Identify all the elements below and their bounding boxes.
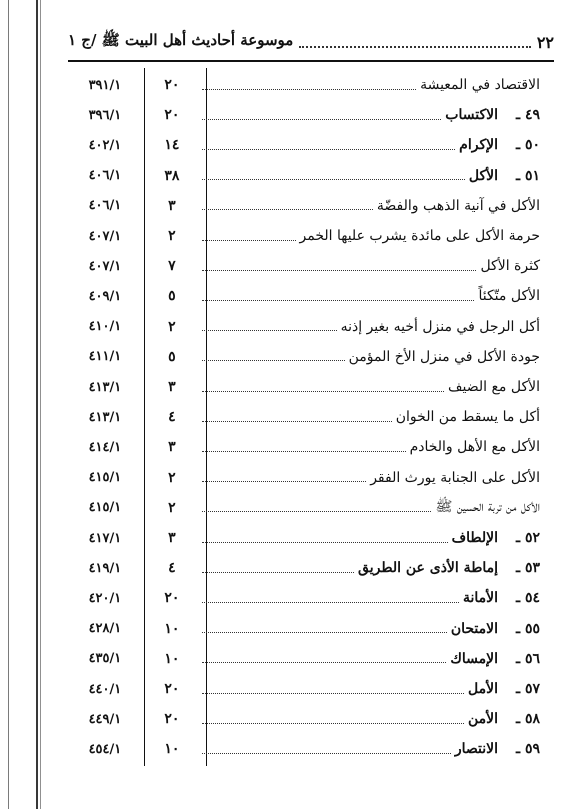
entry-title: الأكل مع الأهل والخادم [409,439,540,456]
index-row [68,614,554,644]
index-entry [202,221,540,251]
hadith-count: ١٠ [164,650,180,667]
index-row [68,402,554,432]
dot-leader [202,171,465,180]
index-row [68,463,554,493]
page-reference: ٤٠٩/١ [88,288,122,304]
index-entry [202,281,540,311]
page-reference: ٤٣٥/١ [88,651,122,667]
index-entry [202,100,540,130]
entry-title: الأمن [467,711,498,728]
entry-title: الأكل من تربة الحسين ﷺ [435,498,540,515]
hadith-count: ٢٠ [164,107,180,124]
hadith-count: ٢ [168,318,176,335]
entry-title: الأكل في آنية الذهب والفضّة [376,197,540,214]
hadith-count: ١٠ [164,741,180,758]
entry-number: ٥٦ ـ [515,650,540,667]
index-entry [202,342,540,372]
header-book-title: موسوعة أحاديث أهل البيت ﷺ /ج ١ [68,31,294,49]
index-entry [202,493,540,523]
dot-leader [202,111,441,120]
entry-title: الانتصار [454,741,498,758]
page-reference: ٤١٧/١ [88,530,122,546]
page-reference: ٣٩١/١ [88,77,122,93]
entry-title: الامتحان [450,620,498,637]
hadith-count: ٢ [168,469,176,486]
hadith-count: ٥ [168,288,176,305]
hadith-count: ٤ [168,409,176,426]
hadith-count: ٢ [168,499,176,516]
index-row [68,734,554,764]
dot-leader [202,503,431,512]
dot-leader [202,232,296,241]
hadith-count: ٣ [168,379,176,395]
index-row [68,251,554,281]
index-row [68,493,554,523]
page-reference: ٤١١/١ [88,349,122,365]
dot-leader [202,534,448,543]
dot-leader [202,201,373,210]
hadith-count: ٣ [168,439,176,456]
page-reference: ٤٥٤/١ [88,741,122,757]
hadith-count: ٥ [168,348,176,365]
dot-leader [202,81,416,90]
index-row [68,130,554,160]
page-reference: ٤٠٦/١ [88,198,122,214]
entry-title: حرمة الأكل على مائدة يشرب عليها الخمر [299,228,540,244]
dot-leader [202,654,446,663]
dot-leader [202,141,455,150]
entry-number: ٥٨ ـ [515,711,540,728]
index-row [68,583,554,613]
index-row [68,372,554,402]
running-header [68,28,554,56]
index-entry [202,251,540,281]
entry-number: ٥١ ـ [515,167,540,184]
hadith-count: ٢٠ [164,590,180,607]
index-row [68,674,554,704]
entry-title: الأكل على الجنابة يورث الفقر [370,469,540,486]
binding-edge-line [36,0,38,809]
hadith-count: ٢٠ [164,681,180,697]
index-row [68,553,554,583]
hadith-count: ٢٠ [164,77,180,93]
entry-title: الإمساك [450,650,498,667]
binding-edge-line [40,0,41,809]
page-reference: ٤١٣/١ [88,409,122,425]
hadith-count: ١٤ [164,137,180,154]
entry-number: ٥٩ ـ [515,741,540,758]
dot-leader [202,262,476,271]
index-entry [202,191,540,221]
entry-title: الاقتصاد في المعيشة [420,77,540,93]
entry-number: ٥٣ ـ [515,560,540,577]
hadith-count: ٧ [168,258,176,275]
entry-number: ٥٠ ـ [515,137,540,154]
dot-leader [202,473,366,482]
index-entry [202,734,540,764]
dot-leader [202,352,345,361]
index-entry [202,553,540,583]
index-entry [202,463,540,493]
header-dot-leader [299,36,530,48]
dot-leader [202,685,464,694]
header-rule [68,60,554,62]
entry-title: الأمل [468,681,498,697]
index-entry [202,130,540,160]
entry-title: الاكتساب [445,107,498,124]
page-reference: ٤١٥/١ [88,500,122,516]
page-reference: ٤١٣/١ [88,379,122,395]
dot-leader [202,292,474,301]
page-reference: ٤٠٦/١ [88,168,122,184]
index-entry [202,372,540,402]
entry-number: ٤٩ ـ [515,107,540,124]
index-entry [202,614,540,644]
index-row [68,342,554,372]
hadith-count: ٢ [168,228,176,244]
index-entry [202,583,540,613]
page-reference: ٤١٤/١ [88,439,122,455]
dot-leader [202,745,451,754]
dot-leader [202,624,447,633]
hadith-count: ١٠ [164,620,180,637]
index-row [68,644,554,674]
dot-leader [202,443,406,452]
index-entry [202,644,540,674]
page-reference: ٤٤٠/١ [88,681,122,697]
index-row [68,704,554,734]
index-row [68,191,554,221]
header-page-number: ٢٢ [536,32,554,52]
dot-leader [202,564,354,573]
index-row [68,221,554,251]
entry-title: أكل الرجل في منزل أخيه بغير إذنه [340,318,540,335]
index-row [68,161,554,191]
entry-title: الإكرام [459,137,498,154]
entry-number: ٥٢ ـ [515,530,540,546]
index-entry [202,432,540,462]
entry-title: جودة الأكل في منزل الأخ المؤمن [348,348,540,365]
entry-number: ٥٤ ـ [515,590,540,607]
index-entry [202,312,540,342]
page-reference: ٣٩٦/١ [88,107,122,123]
entry-number: ٥٧ ـ [515,681,540,697]
index-entry [202,523,540,553]
index-entry [202,70,540,100]
page-reference: ٤٢٨/١ [88,621,122,637]
hadith-count: ٣٨ [164,167,180,184]
entry-title: الأمانة [462,590,498,607]
index-row [68,281,554,311]
hadith-count: ٣ [168,530,176,546]
index-entry [202,402,540,432]
entry-title: الأكل [468,167,498,184]
page-reference: ٤١٥/١ [88,470,122,486]
hadith-count: ٢٠ [164,711,180,728]
entry-title: الإلطاف [451,530,498,546]
page-reference: ٤١٠/١ [88,319,122,335]
page-reference: ٤٢٠/١ [88,590,122,606]
page-reference: ٤١٩/١ [88,560,122,576]
entry-title: كثرة الأكل [480,258,540,275]
dot-leader [202,322,337,331]
page-reference: ٤٠٢/١ [88,137,122,153]
dot-leader [202,594,459,603]
page-reference: ٤٠٧/١ [88,228,122,244]
entry-title: الأكل مع الضيف [447,379,540,395]
hadith-count: ٤ [168,560,176,577]
index-entry [202,674,540,704]
index-row [68,100,554,130]
index-row [68,70,554,100]
index-row [68,523,554,553]
index-table [68,68,554,766]
index-page [58,0,558,809]
dot-leader [202,715,464,724]
index-row [68,312,554,342]
dot-leader [202,413,392,422]
entry-number: ٥٥ ـ [515,620,540,637]
index-row [68,432,554,462]
index-entry [202,161,540,191]
index-entry [202,704,540,734]
page-reference: ٤٤٩/١ [88,711,122,727]
entry-title: أكل ما يسقط من الخوان [395,409,540,426]
hadith-count: ٣ [168,197,176,214]
scan-edge-line [8,0,9,809]
entry-title: الأكل متّكئاً [478,288,540,305]
page-reference: ٤٠٧/١ [88,258,122,274]
entry-title: إماطة الأذى عن الطريق [358,560,498,577]
dot-leader [202,383,444,392]
